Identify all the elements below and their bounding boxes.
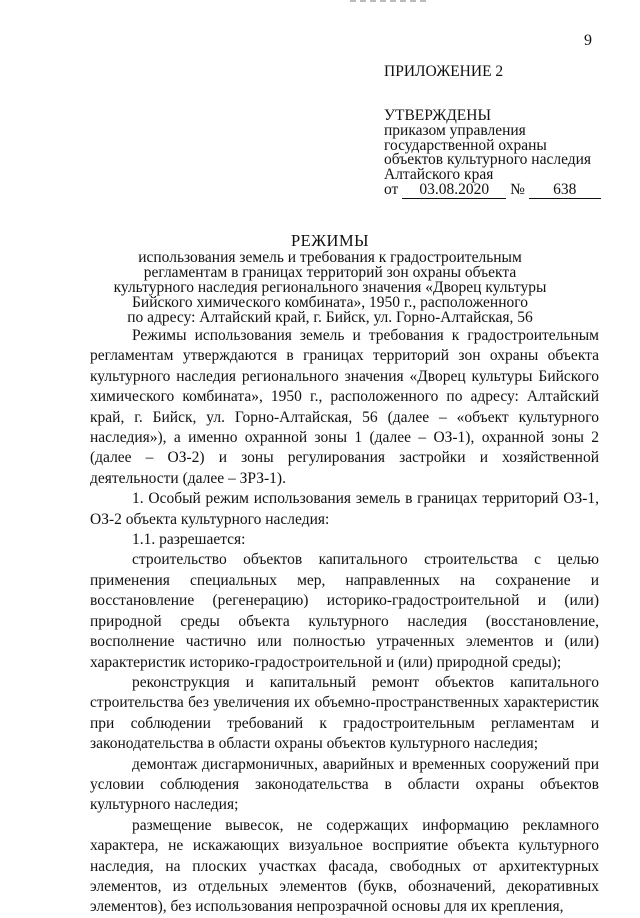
- document-title: РЕЖИМЫ: [290, 231, 369, 250]
- approval-line: Алтайского края: [384, 165, 494, 183]
- appendix-label: ПРИЛОЖЕНИЕ 2: [384, 63, 504, 80]
- number-sign: №: [510, 181, 525, 198]
- title-line: культурного наследия регионального значения «Дворец культуры: [113, 279, 547, 296]
- order-number: 638: [529, 182, 601, 199]
- date-prefix: от: [384, 181, 399, 198]
- document-body: [90, 326, 599, 918]
- scan-artifact-line: [350, 0, 430, 2]
- body-paragraph: 1.1. разрешается:: [132, 531, 246, 549]
- approved-heading: УТВЕРЖДЕНЫ: [384, 107, 491, 124]
- approval-line: приказом управления: [384, 122, 526, 139]
- order-date: 03.08.2020: [402, 182, 506, 199]
- page-number: 9: [584, 32, 592, 49]
- approval-line: объектов культурного наследия: [384, 151, 592, 168]
- title-line: использования земель и требования к градостроительным: [138, 249, 522, 266]
- body-paragraph: строительство объектов капитального строительства с целью применения специальных мер, направленных на сохранение и восстановление (регенерацию) историко-градостроительной и (или) природной среды объекта культурного наследия (восстановление, восполнение частично или полностью утраченных элементов и (или) характеристик историко-градостроительной и (или) природной среды);: [90, 551, 599, 671]
- body-paragraph: реконструкция и капитальный ремонт объектов капитального строительства без увеличения их объемно-пространственных характеристик при соблюдении требований к градостроительным регламентам и законодательства в области охраны объектов культурного наследия;: [90, 673, 599, 753]
- body-paragraph: Режимы использования земель и требования к градостроительным регламентам утверждаются в границах территорий зон охраны объекта культурного наследия регионального значения «Дворец культуры Бийского химического комбината», 1950 г., расположенного по адресу: Алтайский край, г. Бийск, ул. Горно-Алтайская, 56 (далее – «объект культурного наследия»), а именно охранной зоны 1 (далее – ОЗ-1), охранной зоны 2 (далее – ОЗ-2) и зоны регулирования застройки и хозяйственной деятельности (далее – ЗРЗ-1).: [90, 327, 599, 487]
- body-paragraph: размещение вывесок, не содержащих информацию рекламного характера, не искажающих визуальное восприятие объекта культурного наследия, на плоских участках фасада, свободных от архитектурных элементов, из отдельных элементов (букв, обозначений, декоративных элементов), без использования непрозрачной основы для их крепления,: [90, 816, 599, 916]
- body-paragraph: демонтаж дисгармоничных, аварийных и временных сооружений при условии соблюдения законодательства в области охраны объектов культурного наследия;: [90, 755, 599, 814]
- title-line: Бийского химического комбината», 1950 г., расположенного: [132, 294, 528, 311]
- approval-line: государственной охраны: [384, 136, 547, 154]
- order-date-line: [384, 182, 624, 199]
- body-paragraph: 1. Особый режим использования земель в границах территорий ОЗ-1, ОЗ-2 объекта культурного наследия:: [90, 490, 599, 528]
- title-line: регламентам в границах территорий зон охраны объекта: [143, 264, 517, 281]
- title-line: по адресу: Алтайский край, г. Бийск, ул. Горно-Алтайская, 56: [127, 309, 533, 326]
- approval-block: [384, 62, 624, 199]
- document-title-block: [90, 232, 570, 325]
